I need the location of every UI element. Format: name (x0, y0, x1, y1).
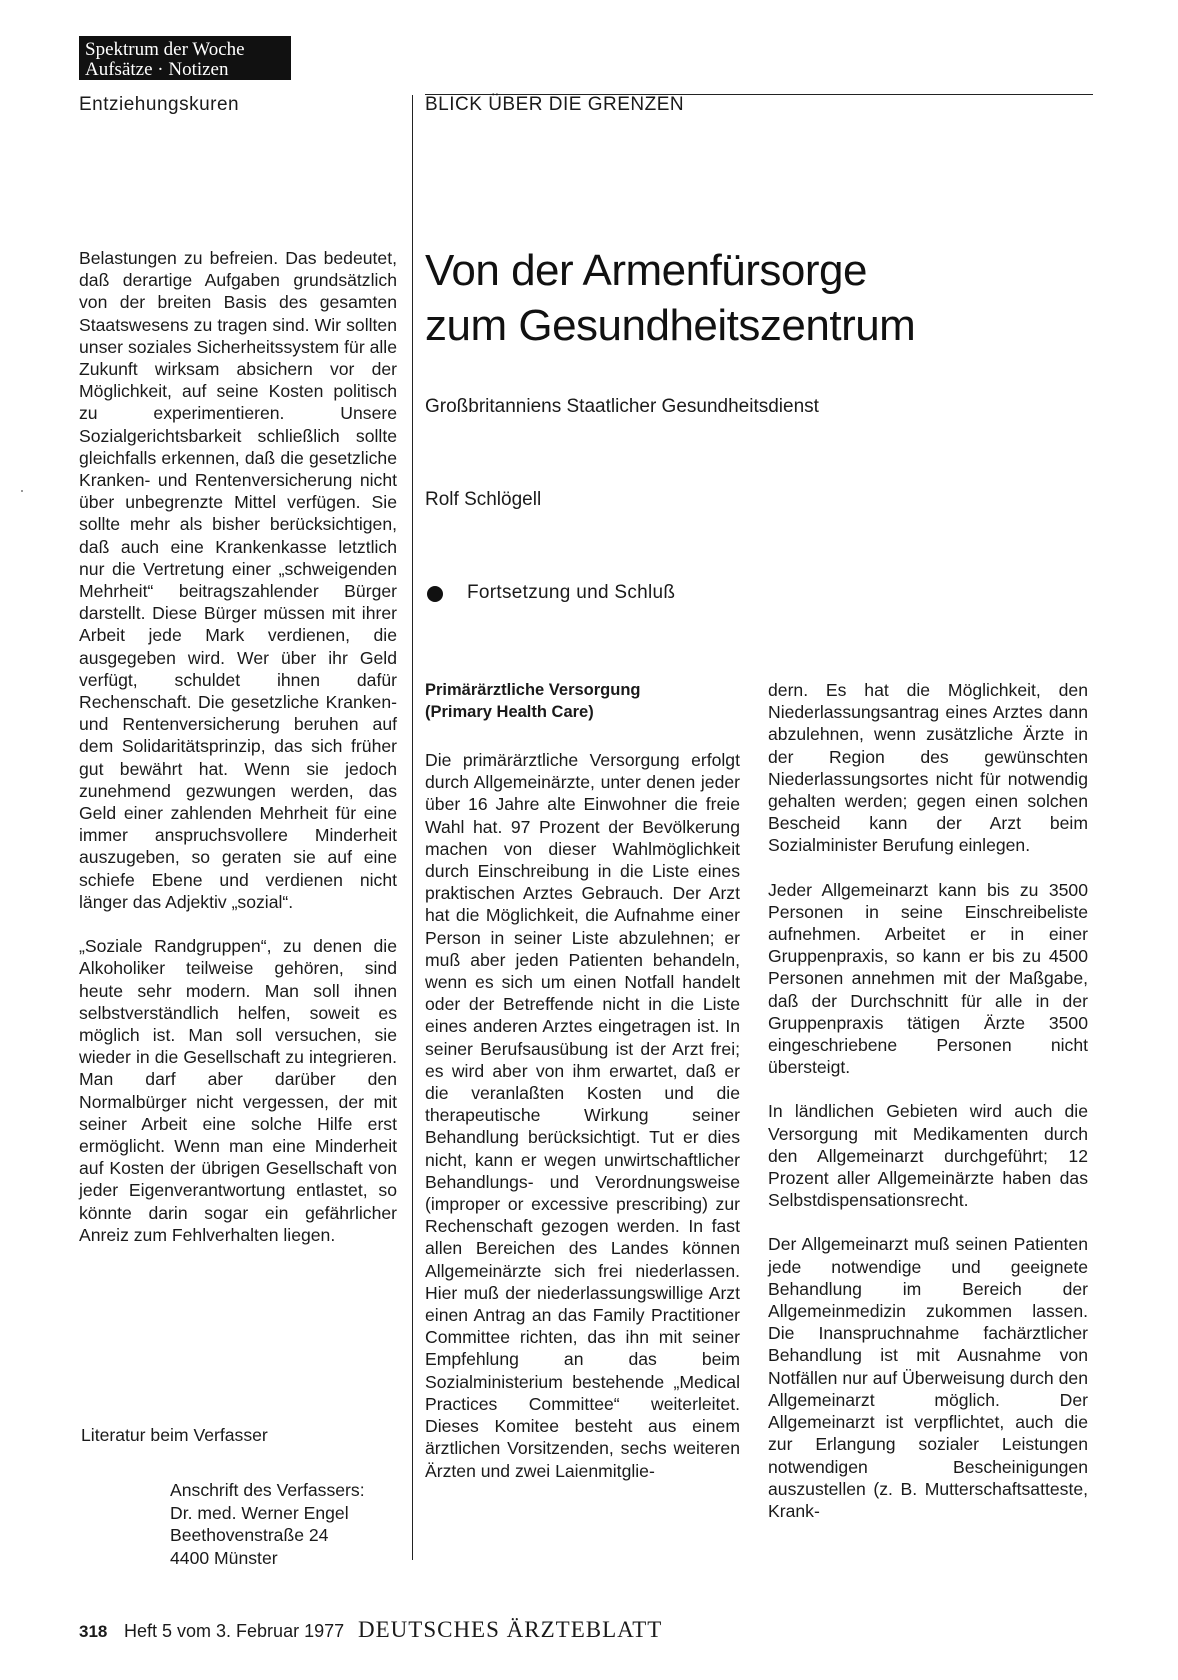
page-number: 318 (79, 1622, 108, 1641)
scan-speck (21, 490, 23, 492)
address-label: Anschrift des Verfassers: (170, 1480, 365, 1500)
left-column (79, 247, 397, 1268)
section-header-box (79, 36, 291, 80)
title-line-2: zum Gesundheitszentrum (425, 301, 916, 350)
title-line-1: Von der Armenfürsorge (425, 246, 867, 295)
address-street: Beethovenstraße 24 (170, 1525, 329, 1545)
middle-column (425, 679, 740, 1504)
address-name: Dr. med. Werner Engel (170, 1502, 349, 1523)
section-heading-line-2: (Primary Health Care) (425, 703, 594, 721)
section-heading (425, 679, 740, 723)
issue-line: Heft 5 vom 3. Februar 1977 (124, 1621, 345, 1641)
literature-note: Literatur beim Verfasser (81, 1425, 268, 1445)
author-address (170, 1479, 365, 1569)
header-line-2: Aufsätze · Notizen (85, 59, 229, 80)
right-paragraph-2: Jeder Allgemeinarzt kann bis zu 3500 Personen in seine Einschreibeliste aufnehmen. Arbeitet er in einer Gruppenpraxis, so kann er bis zu 4500 Personen annehmen mit der Maßgabe, daß der Durchschnitt für alle in der Gruppenpraxis tätigen Ärzte 3500 eingeschriebene Personen nicht übersteigt. (768, 879, 1088, 1078)
left-paragraph-1: Belastungen zu befreien. Das bedeutet, daß derartige Aufgaben grundsätzlich von der breiten Basis des gesamten Staatswesens zu tragen sind. Wir sollten unser soziales Sicherheitssystem für alle Zukunft wirksam absichern vor der Möglichkeit, auf seine Kosten politisch zu experimentieren. Unsere Sozialgerichtsbarkeit schließlich sollte gleichfalls erkennen, daß die gesetzliche Kranken- und Rentenversicherung nicht über unbegrenzte Mittel verfügen. Sie sollte mehr als bisher berücksichtigen, daß auch eine Krankenkasse letztlich nur die Vertretung einer „schweigenden Mehrheit“ beitragszahlender Bürger darstellt. Diese Bürger müssen mit ihrer Arbeit jede Mark verdienen, die ausgegeben wird. Wer über ihr Geld verfügt, schuldet ihnen dafür Rechenschaft. Die gesetzliche Kranken- und Rentenversicherung beruhen auf dem Solidaritätsprinzip, das sich früher gut bewährt hat. Wenn sie jedoch zunehmend gezwungen werden, das Geld einer zahlenden Mehrheit für eine immer anspruchsvollere Minderheit auszugeben, so geraten sie auf eine schiefe Ebene und verdienen nicht länger das Adjektiv „sozial“. (79, 248, 397, 912)
rubric-left: Entziehungskuren (79, 94, 240, 115)
article-author: Rolf Schlögell (425, 489, 542, 510)
right-paragraph-3: In ländlichen Gebieten wird auch die Versorgung mit Medikamenten durch den Allgemeinarzt durchgeführt; 12 Prozent aller Allgemeinärzte haben das Selbstdispensationsrecht. (768, 1101, 1088, 1211)
article-subtitle: Großbritanniens Staatlicher Gesundheitsdienst (425, 396, 819, 417)
right-column (768, 679, 1088, 1544)
middle-paragraph-1: Die primärärztliche Versorgung erfolgt durch Allgemeinärzte, unter denen jeder über 16 Jahre alte Einwohner die freie Wahl hat. 97 Prozent der Bevölkerung machen von dieser Wahlmöglichkeit durch Einschreibung in die Liste eines praktischen Arztes Gebrauch. Der Arzt hat die Möglichkeit, die Aufnahme einer Person in seiner Liste abzulehnen; er muß aber jeden Patienten behandeln, wenn es sich um einen Notfall handelt oder der Betreffende nicht in die Liste eines anderen Arztes eingetragen ist. In seiner Berufsausübung ist der Arzt frei; es wird aber von ihm erwartet, daß er die veranlaßten Kosten und die therapeutische Wirkung seiner Behandlung berücksichtigt. Tut er dies nicht, kann er wegen unwirtschaftlicher Behandlungs- und Verordnungsweise (improper or excessive prescribing) zur Rechenschaft gezogen werden. In fast allen Bereichen des Landes können Allgemeinärzte sich frei niederlassen. Hier muß der niederlassungswillige Arzt einen Antrag an das Family Practitioner Committee richten, das ihn mit seiner Empfehlung an das beim Sozialministerium bestehende „Medical Practices Committee“ weiterleitet. Dieses Komitee besteht aus einem ärztlichen Vorsitzenden, sechs weiteren Ärzten und zwei Laienmitglie- (425, 750, 740, 1481)
bullet-dot-icon (427, 586, 443, 602)
section-heading-line-1: Primärärztliche Versorgung (425, 681, 641, 699)
magazine-name: DEUTSCHES ÄRZTEBLATT (358, 1617, 663, 1642)
rubric-right: BLICK ÜBER DIE GRENZEN (425, 94, 685, 115)
right-paragraph-4: Der Allgemeinarzt muß seinen Patienten jede notwendige und geeignete Behandlung im Bereich der Allgemeinmedizin zukommen lassen. Die Inanspruchnahme fachärztlicher Behandlung ist mit Ausnahme von Notfällen nur auf Überweisung durch den Allgemeinarzt möglich. Der Allgemeinarzt ist verpflichtet, auch die zur Erlangung sozialer Leistungen notwendigen Bescheinigungen auszustellen (z. B. Mutterschaftsatteste, Krank- (768, 1234, 1088, 1521)
column-divider (412, 95, 413, 1560)
right-paragraph-1: dern. Es hat die Möglichkeit, den Niederlassungsantrag eines Arztes dann abzulehnen, wenn zusätzliche Ärzte in der Region des gewünschten Niederlassungsortes nicht für notwendig gehalten werden; gegen einen solchen Bescheid kann der Arzt beim Sozialminister Berufung einlegen. (768, 680, 1088, 856)
article-title (425, 243, 1085, 353)
address-city: 4400 Münster (170, 1547, 278, 1568)
header-line-1: Spektrum der Woche (85, 39, 245, 60)
left-paragraph-2: „Soziale Randgruppen“, zu denen die Alkoholiker teilweise gehören, sind heute sehr modern. Man soll ihnen selbstverständlich helfen, soweit es möglich ist. Man soll versuchen, sie wieder in die Gesellschaft zu integrieren. Man darf aber darüber den Normalbürger nicht vergessen, der mit seiner Arbeit eine solche Hilfe erst ermöglicht. Wenn man eine Minderheit auf Kosten der übrigen Gesellschaft von jeder Eigenverantwortung entlastet, so könnte darin sogar ein gefährlicher Anreiz zum Fehlverhalten liegen. (79, 936, 397, 1245)
continuation-note: Fortsetzung und Schluß (467, 582, 676, 603)
